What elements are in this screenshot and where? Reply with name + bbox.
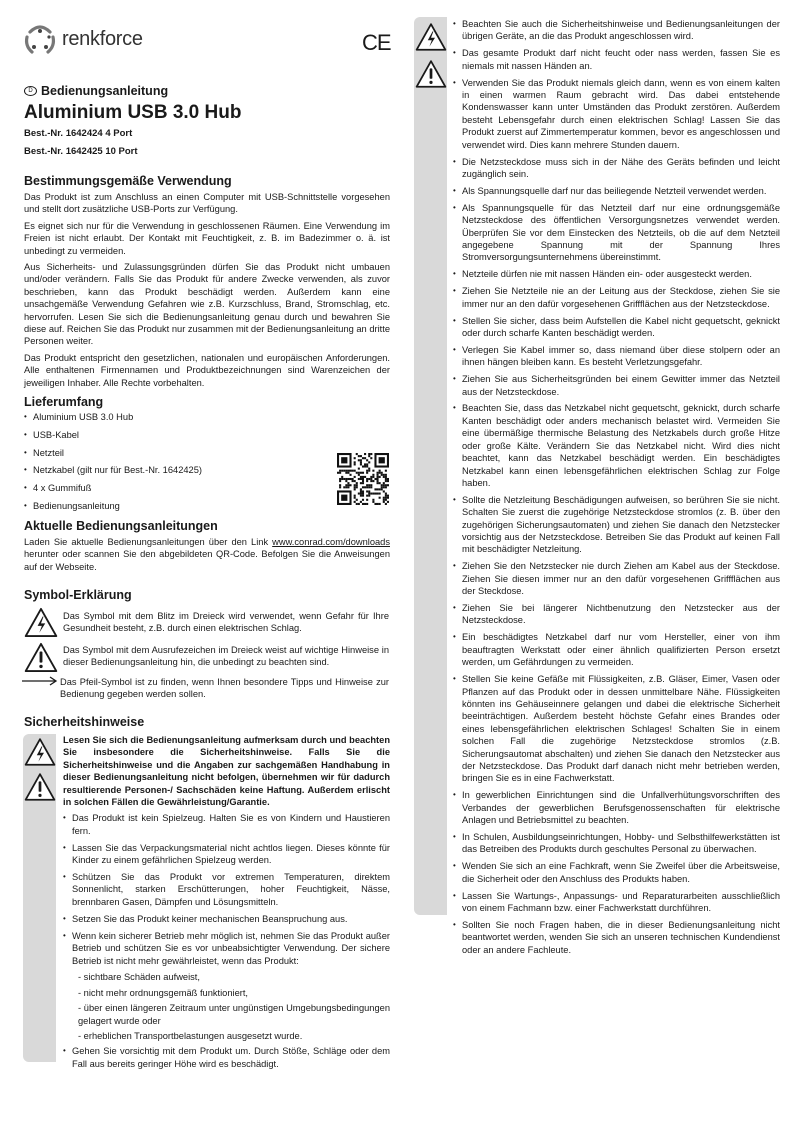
list-item: • Aluminium USB 3.0 Hub (24, 411, 390, 423)
section-heading: Aktuelle Bedienungsanleitungen (24, 519, 218, 533)
list-item: • Das gesamte Produkt darf nicht feucht oder nass werden, fassen Sie es niemals mit nassen Händen an. (453, 47, 780, 72)
list-item: • Lassen Sie Wartungs-, Anpassungs- und Reparaturarbeiten ausschließlich von einem Fachmann bzw. einer Fachwerkstatt durchführen. (453, 890, 780, 915)
list-item: • Ein beschädigtes Netzkabel darf nur vom Hersteller, einer von ihm beauftragten Werkstatt oder einer ähnlich qualifizierten Person ersetzt werden, um Gefährdungen zu vermeiden. (453, 631, 780, 668)
list-item: • Die Netzsteckdose muss sich in der Nähe des Geräts befinden und leicht zugänglich sein. (453, 156, 780, 181)
lightning-triangle-icon (415, 22, 447, 52)
doc-type: Bedienungsanleitung (41, 84, 169, 98)
list-item: • Netzkabel (gilt nur für Best.-Nr. 1642425) (24, 464, 390, 476)
paragraph: Aus Sicherheits- und Zulassungsgründen dürfen Sie das Produkt nicht umbauen und/oder verändern. Falls Sie das Produkt für andere Zwecke verwenden, als zuvor beschrieben, kann das Produkt beschädigt werden. Außerdem kann eine unsachgemäße Verwendung Gefahren wie z.B. Kurzschluss, Brand, Stromschlag, etc. hervorrufen. Lesen Sie sich die Bedienungsanleitung genau durch und bewahren Sie diese auf. Reichen Sie das Produkt nur zusammen mit der Bedienungsanleitung an dritte Personen weiter. (24, 262, 390, 347)
paragraph: Es eignet sich nur für die Verwendung in geschlossenen Räumen. Eine Verwendung im Freien ist nicht erlaubt. Der Kontakt mit Feuchtigkeit, z. B. im Badezimmer o. ä. ist unbedingt zu vermeiden. (24, 220, 390, 256)
list-item: • In Schulen, Ausbildungseinrichtungen, Hobby- und Selbsthilfewerkstätten ist das Betreiben des Produkts durch geschultes Personal zu überwachen. (453, 831, 780, 856)
list-item: • In gewerblichen Einrichtungen sind die Unfallverhütungsvorschriften des Verbandes der gewerblichen Berufsgenossenschaften für elektrische Anlagen und Betriebsmittel zu beachten. (453, 789, 780, 826)
sub-list-item: - erheblichen Transportbelastungen ausgesetzt wurde. (78, 1031, 303, 1042)
list-item: • Sollte die Netzleitung Beschädigungen aufweisen, so berühren Sie sie nicht. Schalten Sie zuerst die zugehörige Netzsteckdose stromlos (z. B. über den zugehörigen Sicherungsautomaten) und ziehen Sie danach den Netzstecker vorsichtig aus der Netzsteckdose. Betreiben Sie das Produkt auf keinen Fall mit beschädigter Netzleitung. (453, 494, 780, 556)
list-item: • Lassen Sie das Verpackungsmaterial nicht achtlos liegen. Dieses könnte für Kinder zu einem gefährlichen Spielzeug werden. (63, 842, 390, 867)
symbol-description: Das Pfeil-Symbol ist zu finden, wenn Ihnen besondere Tipps und Hinweise zur Bedienung gegeben werden sollen. (60, 677, 389, 700)
list-item: • Schützen Sie das Produkt vor extremen Temperaturen, direktem Sonnenlicht, starken Erschütterungen, hoher Feuchtigkeit, Nässe, brennbaren Gasen, Dämpfen und Lösungsmitteln. (63, 871, 390, 908)
section-heading: Symbol-Erklärung (24, 588, 132, 602)
list-item: • Beachten Sie, dass das Netzkabel nicht gequetscht, geknickt, durch scharfe Kanten beschädigt oder anders mechanisch belastet wird. Vermeiden Sie eine übermäßige thermische Belastung des Netzkabels durch große Hitze oder große Kälte. Verändern Sie das Netzkabel nicht. Wird dies nicht beachtet, kann das Netzkabel beschädigt werden. Ein beschädigtes Netzkabel kann einen lebensgefährlichen elektrischen Schlag zur Folge haben. (453, 402, 780, 489)
safety-intro: Lesen Sie sich die Bedienungsanleitung aufmerksam durch und beachten Sie insbesondere die Sicherheitshinweise. Falls Sie die Sicherheitshinweise und die Angaben zur sachgemäßen Handhabung in dieser Bedienungsanleitung nicht befolgen, übernehmen wir für dadurch resultierende Personen-/ Sachschäden keine Haftung. Außerdem erlischt in solchen Fällen die Gewährleistung/Garantie. (63, 735, 390, 808)
manuals-text: herunter oder scannen Sie den abgebildeten QR-Code. Befolgen Sie die Anweisungen auf der Webseite. (24, 549, 390, 572)
list-item: • Sollten Sie noch Fragen haben, die in dieser Bedienungsanleitung nicht beantwortet werden, wenden Sie sich an unseren technischen Kundendienst oder an andere Fachleute. (453, 919, 780, 956)
safety-list-left (63, 734, 390, 1075)
exclamation-triangle-icon (24, 642, 58, 673)
paragraph: Das Produkt ist zum Anschluss an einen Computer mit USB-Schnittstelle vorgesehen und stellt dort zusätzliche USB-Ports zur Verfügung. (24, 192, 390, 215)
list-item: • Ziehen Sie bei längerer Nichtbenutzung den Netzstecker aus der Netzsteckdose. (453, 602, 780, 627)
exclamation-triangle-icon (24, 772, 56, 802)
list-item: • Stellen Sie sicher, dass beim Aufstellen die Kabel nicht gequetscht, geknickt oder durch scharfe Kanten beschädigt werden. (453, 315, 780, 340)
symbol-description: Das Symbol mit dem Ausrufezeichen im Dreieck weist auf wichtige Hinweise in dieser Bedienungsanleitung hin, die unbedingt zu beachten sind. (63, 645, 389, 668)
list-item: • Verwenden Sie das Produkt niemals gleich dann, wenn es von einem kalten in einen warmen Raum gebracht wird. Das dabei entstehende Kondenswasser kann unter Umständen das Produkt zerstören. Außerdem besteht Lebensgefahr durch einen elektrischen Schlag! Lassen Sie das Produkt zuerst auf Zimmertemperatur kommen, bevor es angeschlossen und verwendet wird. Dies kann mehrere Stunden dauern. (453, 77, 780, 151)
qr-code[interactable] (337, 453, 389, 505)
section-heading: Bestimmungsgemäße Verwendung (24, 174, 232, 188)
list-item: • Gehen Sie vorsichtig mit dem Produkt um. Durch Stöße, Schläge oder dem Fall aus bereits geringer Höhe wird es beschädigt. (63, 1045, 390, 1070)
list-item: • Setzen Sie das Produkt keiner mechanischen Beanspruchung aus. (63, 913, 390, 925)
list-item: • Netzteil (24, 447, 390, 459)
order-number-10-port: Best.-Nr. 1642425 10 Port (24, 146, 138, 157)
list-item: • Als Spannungsquelle für das Netzteil darf nur eine ordnungsgemäße Netzsteckdose des öffentlichen Versorgungsnetzes verwendet werden. Überprüfen Sie vor dem Einstecken des Netzteils, ob die auf dem Netzteil angegebene Spannung mit der Spannung Ihres Stromversorgungsunternehmens übereinstimmt. (453, 202, 780, 264)
section-current-manuals (24, 519, 390, 573)
list-item: • Beachten Sie auch die Sicherheitshinweise und Bedienungsanleitungen der übrigen Geräte, an die das Produkt angeschlossen wird. (453, 18, 780, 43)
list-item: • Ziehen Sie Netzteile nie an der Leitung aus der Steckdose, ziehen Sie sie immer nur an den dafür vorgesehenen Griffflächen aus der Netzsteckdose. (453, 285, 780, 310)
language-de-icon: D (24, 86, 37, 96)
list-item: • 4 x Gummifuß (24, 482, 390, 494)
list-item: • Bedienungsanleitung (24, 500, 390, 512)
page-title: Aluminium USB 3.0 Hub (24, 102, 242, 123)
order-number-4-port: Best.-Nr. 1642424 4 Port (24, 128, 133, 139)
symbol-description: Das Symbol mit dem Blitz im Dreieck wird verwendet, wenn Gefahr für Ihre Gesundheit besteht, z.B. durch einen elektrischen Schlag. (63, 611, 389, 634)
ce-mark: CE (362, 30, 391, 55)
list-item: • Stellen Sie keine Gefäße mit Flüssigkeiten, z.B. Gläser, Eimer, Vasen oder Pflanzen auf das Produkt oder in dessen unmittelbare Nähe. Flüssigkeiten könnten ins Gehäuseinnere gelangen und dabei die elektrische Sicherheit beeinträchtigen. Außerdem besteht höchste Gefahr eines Brandes oder eines lebensgefährlichen elektrischen Schlages! Schalten Sie in einem solchen Fall die zugehörige Netzsteckdose stromlos (z.B. Sicherungsautomat abschalten) und ziehen Sie danach den Netzstecker aus der Netzsteckdose. Das Produkt darf danach nicht mehr betrieben werden, bringen Sie es in eine Fachwerkstatt. (453, 673, 780, 785)
sub-list-item: - sichtbare Schäden aufweist, (78, 972, 200, 983)
list-item: • Ziehen Sie den Netzstecker nie durch Ziehen am Kabel aus der Steckdose. Ziehen Sie diesen immer nur an den dafür vorgesehenen Griffflächen aus der Steckdose. (453, 560, 780, 597)
sub-list-item: - über einen längeren Zeitraum unter ungünstigen Umgebungsbedingungen gelagert wurde oder (78, 1003, 390, 1026)
manuals-text: Laden Sie aktuelle Bedienungsanleitungen über den Link (24, 537, 273, 547)
arrow-icon (22, 676, 58, 686)
renkforce-logo-icon (22, 22, 58, 56)
list-item: • Als Spannungsquelle darf nur das beiliegende Netzteil verwendet werden. (453, 185, 780, 197)
list-item: • USB-Kabel (24, 429, 390, 441)
sub-list-item: - nicht mehr ordnungsgemäß funktioniert, (78, 987, 249, 998)
section-scope-of-delivery (24, 395, 390, 518)
section-symbol-explanation (24, 588, 390, 602)
list-item: • Das Produkt ist kein Spielzeug. Halten Sie es von Kindern und Haustieren fern. (63, 812, 390, 837)
list-item: • Netzteile dürfen nie mit nassen Händen ein- oder ausgesteckt werden. (453, 268, 780, 280)
lightning-triangle-icon (24, 607, 58, 638)
brand-name: renkforce (62, 27, 143, 50)
section-heading: Lieferumfang (24, 395, 104, 409)
list-item: • Ziehen Sie aus Sicherheitsgründen bei einem Gewitter immer das Netzteil aus der Netzsteckdose. (453, 373, 780, 398)
lightning-triangle-icon (24, 737, 56, 767)
safety-sidebar (414, 17, 447, 915)
downloads-link[interactable]: www.conrad.com/downloads (272, 537, 390, 547)
list-item: • Wenn kein sicherer Betrieb mehr möglich ist, nehmen Sie das Produkt außer Betrieb und schützen Sie es vor unbeabsichtigter Verwendung. Der sichere Betrieb ist nicht mehr gewährleistet, wenn das Produkt: (63, 930, 390, 967)
list-item: • Verlegen Sie Kabel immer so, dass niemand über diese stolpern oder an ihnen hängen bleiben kann. Es besteht Verletzungsgefahr. (453, 344, 780, 369)
section-heading-safety (24, 715, 144, 729)
safety-list-right (453, 18, 780, 961)
brand-logo (22, 22, 143, 56)
section-heading: Sicherheitshinweise (24, 715, 145, 729)
list-item: • Wenden Sie sich an eine Fachkraft, wenn Sie Zweifel über die Arbeitsweise, die Sicherheit oder den Anschluss des Produkts haben. (453, 860, 780, 885)
exclamation-triangle-icon (415, 59, 447, 89)
paragraph: Das Produkt entspricht den gesetzlichen, nationalen und europäischen Anforderungen. Alle enthaltenen Firmennamen und Produktbezeichnungen sind Warenzeichen der jeweiligen Inhaber. Alle Rechte vorbehalten. (24, 352, 390, 388)
section-intended-use (24, 174, 390, 393)
